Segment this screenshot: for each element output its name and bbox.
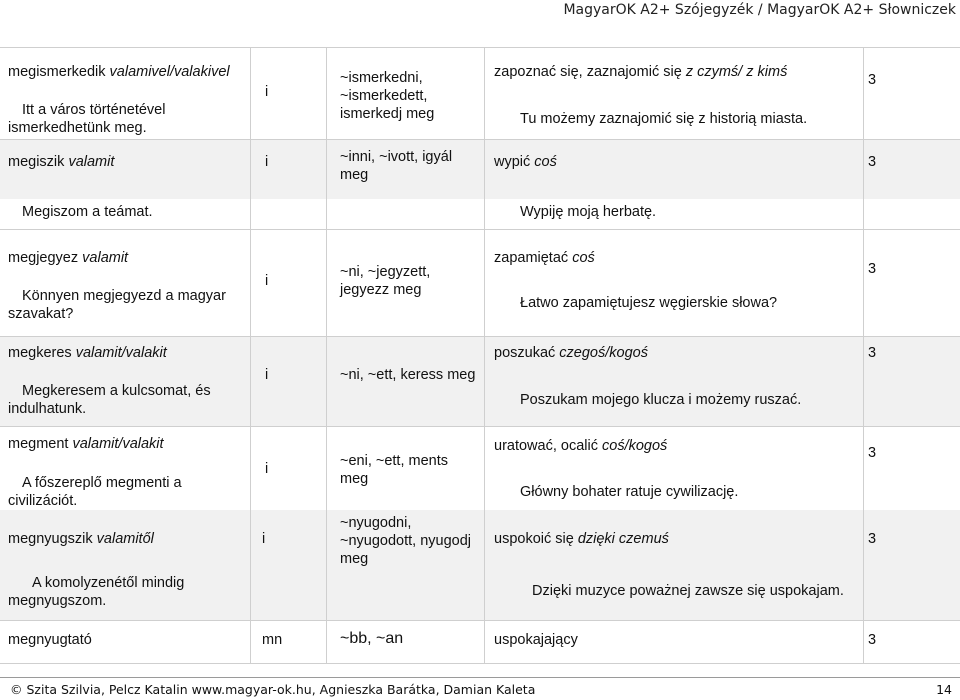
pl-word: wypić	[494, 154, 531, 170]
word-type: i	[265, 367, 269, 383]
pl-argument: coś/kogoś	[602, 438, 668, 454]
pl-example: Poszukam mojego klucza i możemy ruszać.	[520, 392, 802, 408]
row-band-shaded	[0, 510, 960, 620]
column-rule	[863, 47, 864, 663]
hu-argument: valamivel/valakivel	[109, 64, 230, 80]
word-forms: meg	[340, 471, 369, 487]
row-band-shaded	[0, 139, 960, 199]
hu-argument: valamit/valakit	[72, 436, 164, 452]
entry-hu-headword	[8, 63, 230, 81]
entry-hu-headword	[8, 344, 167, 362]
hu-word: megnyugszik	[8, 531, 93, 547]
hu-example: megnyugszom.	[8, 593, 107, 609]
hu-example: Könnyen megjegyezd a magyar	[22, 288, 226, 304]
word-forms: ~ni, ~jegyzett,	[340, 264, 431, 280]
pl-example: Główny bohater ratuje cywilizację.	[520, 484, 739, 500]
hu-word: megiszik	[8, 154, 65, 170]
word-forms: ~ni, ~ett, keress meg	[340, 367, 476, 383]
word-forms: ismerkedj meg	[340, 106, 435, 122]
pl-example: Tu możemy zaznajomić się z historią miasta.	[520, 111, 808, 127]
level: 3	[868, 154, 877, 170]
table-rule	[0, 426, 960, 427]
hu-example: Megkeresem a kulcsomat, és	[22, 383, 211, 399]
hu-example: A főszereplő megmenti a	[22, 475, 182, 491]
word-forms: ~inni, ~ivott, igyál	[340, 149, 453, 165]
word-forms: meg	[340, 551, 369, 567]
table-rule	[0, 229, 960, 230]
pl-argument: czegoś/kogoś	[559, 345, 648, 361]
entry-hu-headword	[8, 249, 128, 267]
hu-word: megjegyez	[8, 250, 79, 266]
entry-pl-translation	[494, 153, 557, 171]
word-forms: ~nyugodni,	[340, 515, 412, 531]
hu-example: A komolyzenétől mindig	[32, 575, 185, 591]
table-rule	[0, 139, 960, 140]
word-type: i	[262, 531, 266, 547]
word-forms: meg	[340, 167, 369, 183]
table-rule	[0, 663, 960, 664]
hu-example: Itt a város történetével	[22, 102, 166, 118]
word-type: i	[265, 84, 269, 100]
word-forms: ~eni, ~ett, ments	[340, 453, 449, 469]
pl-example: Łatwo zapamiętujesz węgierskie słowa?	[520, 295, 778, 311]
pl-argument: coś	[534, 154, 557, 170]
hu-example: szavakat?	[8, 306, 74, 322]
entry-pl-translation	[494, 63, 787, 81]
entry-pl-translation	[494, 249, 595, 267]
pl-word: poszukać	[494, 345, 556, 361]
hu-example: civilizációt.	[8, 493, 78, 509]
word-forms: ~ismerkedett,	[340, 88, 428, 104]
level: 3	[868, 531, 877, 547]
entry-hu-headword	[8, 153, 114, 171]
table-rule	[0, 620, 960, 621]
hu-word: megkeres	[8, 345, 72, 361]
level: 3	[868, 445, 877, 461]
entry-hu-headword	[8, 435, 164, 453]
column-rule	[250, 47, 251, 663]
pl-word: zapoznać się, zaznajomić się	[494, 64, 682, 80]
hu-word: megment	[8, 436, 69, 452]
hu-argument: valamitől	[96, 531, 154, 547]
header-title: MagyarOK A2+ Szójegyzék / MagyarOK A2+ Słowniczek	[563, 2, 956, 18]
table-rule	[0, 336, 960, 337]
word-forms: ~bb, ~an	[340, 630, 404, 647]
entry-hu-headword	[8, 530, 154, 548]
entry-pl-translation	[494, 344, 648, 362]
level: 3	[868, 72, 877, 88]
page-footer	[0, 677, 960, 700]
entry-pl-translation	[494, 530, 669, 548]
level: 3	[868, 345, 877, 361]
pl-word: uratować, ocalić	[494, 438, 598, 454]
word-type: i	[265, 154, 269, 170]
pl-argument: z czymś/ z kimś	[685, 64, 788, 80]
hu-example: ismerkedhetünk meg.	[8, 120, 147, 136]
column-rule	[326, 47, 327, 663]
pl-argument: dzięki czemuś	[577, 531, 669, 547]
hu-example: indulhatunk.	[8, 401, 87, 417]
level: 3	[868, 632, 877, 648]
word-type: i	[265, 461, 269, 477]
footer-credits: © Szita Szilvia, Pelcz Katalin www.magyar-ok.hu, Agnieszka Barátka, Damian Kaleta	[10, 682, 536, 697]
word-forms: jegyezz meg	[340, 282, 422, 298]
pl-word: uspokajający	[494, 632, 578, 648]
pl-argument: coś	[572, 250, 595, 266]
hu-word: megnyugtató	[8, 632, 92, 648]
word-forms: ~ismerkedni,	[340, 70, 423, 86]
entry-pl-translation	[494, 437, 667, 455]
word-type: i	[265, 273, 269, 289]
hu-word: megismerkedik	[8, 64, 106, 80]
level: 3	[868, 261, 877, 277]
page-number: 14	[936, 682, 952, 697]
hu-argument: valamit/valakit	[75, 345, 167, 361]
page-header	[0, 0, 960, 24]
hu-argument: valamit	[82, 250, 129, 266]
table-rule	[0, 47, 960, 48]
pl-example: Wypiję moją herbatę.	[520, 204, 657, 220]
pl-example: Dzięki muzyce poważnej zawsze się uspokajam.	[532, 583, 844, 599]
hu-example: Megiszom a teámat.	[22, 204, 153, 220]
pl-word: zapamiętać	[494, 250, 569, 266]
hu-argument: valamit	[68, 154, 115, 170]
pl-word: uspokoić się	[494, 531, 574, 547]
word-type: mn	[262, 632, 283, 648]
column-rule	[484, 47, 485, 663]
word-forms: ~nyugodott, nyugodj	[340, 533, 472, 549]
